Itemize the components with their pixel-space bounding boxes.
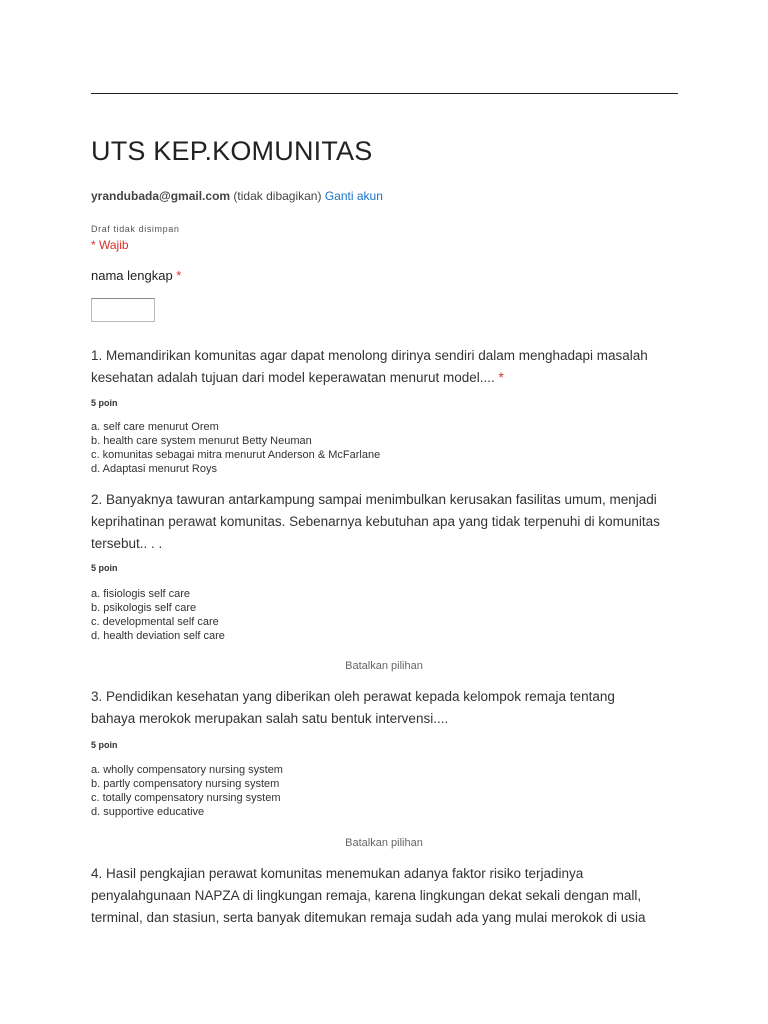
question-text-line: 3. Pendidikan kesehatan yang diberikan oleh perawat kepada kelompok remaja tentang [91,689,615,704]
option-item: d. health deviation self care [91,630,225,642]
options-list [91,420,380,476]
account-info [91,189,383,203]
account-email: yrandubada@gmail.com [91,189,231,203]
question-points: 5 poin [91,740,118,750]
question-text-line: 1. Memandirikan komunitas agar dapat menolong dirinya sendiri dalam menghadapi masalah [91,348,648,363]
required-star: * [176,268,182,283]
draft-status: Draf tidak disimpan [91,224,180,234]
option-item: a. fisiologis self care [91,588,191,600]
question-points: 5 poin [91,398,118,408]
option-item: b. psikologis self care [91,602,197,614]
question-text-line: keprihatinan perawat komunitas. Sebenarnya kebutuhan apa yang tidak terpenuhi di komunitas [91,514,660,529]
name-input[interactable] [91,298,155,322]
question-text-line: terminal, dan stasiun, serta banyak ditemukan remaja sudah ada yang mulai merokok di usia [91,910,646,925]
question-text-line: bahaya merokok merupakan salah satu bentuk intervensi.... [91,711,449,726]
name-label [91,268,181,283]
question-4 [91,863,691,929]
cancel-choice-button[interactable]: Batalkan pilihan [345,837,423,849]
question-1 [91,345,691,389]
option-item: b. partly compensatory nursing system [91,778,280,790]
question-3 [91,686,691,730]
question-points: 5 poin [91,563,118,573]
options-list [91,763,283,819]
question-text-line: kesehatan adalah tujuan dari model keperawatan menurut model.... * [91,370,504,385]
option-item: c. totally compensatory nursing system [91,792,281,804]
option-item: b. health care system menurut Betty Neuman [91,435,312,447]
question-2 [91,489,691,555]
option-item: a. wholly compensatory nursing system [91,764,283,776]
form-title: UTS KEP.KOMUNITAS [91,136,373,166]
required-note: * Wajib [91,238,129,252]
option-item: d. Adaptasi menurut Roys [91,463,217,475]
switch-account-link[interactable]: Ganti akun [324,189,383,203]
account-note: (tidak dibagikan) [233,189,322,203]
option-item: c. komunitas sebagai mitra menurut Anderson & McFarlane [91,449,381,461]
question-text-line: 4. Hasil pengkajian perawat komunitas menemukan adanya faktor risiko terjadinya [91,866,584,881]
cancel-choice-button[interactable]: Batalkan pilihan [345,660,423,672]
option-item: c. developmental self care [91,616,219,628]
option-item: d. supportive educative [91,806,205,818]
required-star: * [498,370,504,385]
question-text-line: penyalahgunaan NAPZA di lingkungan remaja, karena lingkungan dekat sekali dengan mall, [91,888,642,903]
option-item: a. self care menurut Orem [91,421,219,433]
question-text-line: 2. Banyaknya tawuran antarkampung sampai menimbulkan kerusakan fasilitas umum, menjadi [91,492,657,507]
question-text-line: tersebut.. . . [91,536,163,551]
name-label-text: nama lengkap [91,268,173,283]
top-divider [91,93,678,94]
options-list [91,587,225,643]
